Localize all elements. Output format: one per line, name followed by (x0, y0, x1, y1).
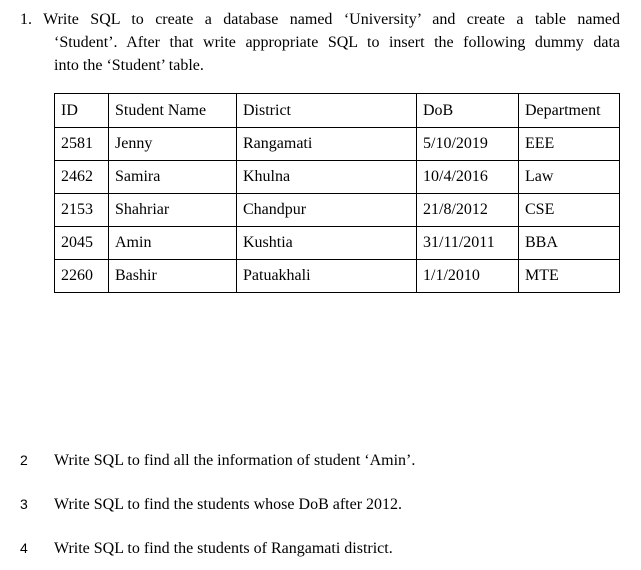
cell-id: 2260 (55, 260, 109, 293)
question-3-text: Write SQL to find the students whose DoB after 2012. (54, 496, 403, 513)
question-4-number: 4 (20, 540, 28, 556)
student-table (54, 93, 620, 293)
cell-department: MTE (519, 260, 620, 293)
cell-dob: 10/4/2016 (417, 161, 519, 194)
cell-dob: 21/8/2012 (417, 194, 519, 227)
question-1-text-line-2: ‘Student’. After that write appropriate SQL to insert the following dummy data (54, 34, 620, 51)
cell-department: CSE (519, 194, 620, 227)
question-1-number: 1. (20, 11, 32, 28)
cell-department: BBA (519, 227, 620, 260)
cell-district: Kushtia (237, 227, 417, 260)
cell-student-name: Bashir (109, 260, 237, 293)
question-1-line-1 (20, 8, 620, 31)
cell-district: Chandpur (237, 194, 417, 227)
table-row (55, 227, 620, 260)
cell-student-name: Samira (109, 161, 237, 194)
cell-dob: 5/10/2019 (417, 128, 519, 161)
cell-district: Rangamati (237, 128, 417, 161)
header-id: ID (55, 94, 109, 128)
cell-department: EEE (519, 128, 620, 161)
question-2 (20, 452, 415, 470)
question-1 (20, 8, 620, 77)
cell-id: 2581 (55, 128, 109, 161)
cell-student-name: Jenny (109, 128, 237, 161)
cell-id: 2462 (55, 161, 109, 194)
header-department: Department (519, 94, 620, 128)
cell-district: Patuakhali (237, 260, 417, 293)
question-1-text-line-1: Write SQL to create a database named ‘University’ and create a table named (43, 11, 620, 28)
cell-department: Law (519, 161, 620, 194)
question-2-text: Write SQL to find all the information of student ‘Amin’. (54, 452, 416, 469)
table-row (55, 161, 620, 194)
cell-student-name: Shahriar (109, 194, 237, 227)
question-4-text: Write SQL to find the students of Rangamati district. (54, 540, 393, 557)
cell-dob: 1/1/2010 (417, 260, 519, 293)
question-2-number: 2 (20, 452, 28, 468)
table-row (55, 128, 620, 161)
table-row (55, 260, 620, 293)
cell-district: Khulna (237, 161, 417, 194)
question-3 (20, 496, 402, 514)
table-row (55, 194, 620, 227)
cell-id: 2045 (55, 227, 109, 260)
header-dob: DoB (417, 94, 519, 128)
table-header-row (55, 94, 620, 128)
cell-dob: 31/11/2011 (417, 227, 519, 260)
question-4 (20, 540, 393, 558)
header-student-name: Student Name (109, 94, 237, 128)
cell-student-name: Amin (109, 227, 237, 260)
header-district: District (237, 94, 417, 128)
cell-id: 2153 (55, 194, 109, 227)
question-3-number: 3 (20, 496, 28, 512)
question-1-text-line-3: into the ‘Student’ table. (54, 57, 204, 74)
